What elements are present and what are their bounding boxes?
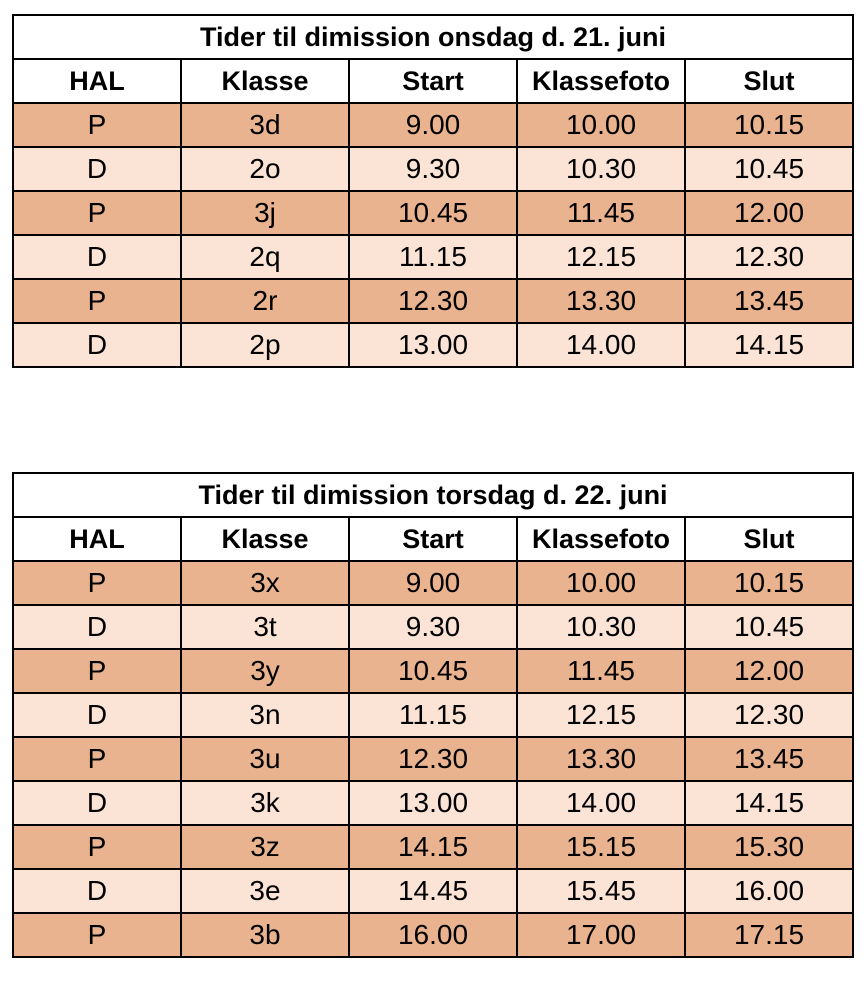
cell-klasse: 3y — [181, 649, 349, 693]
cell-klasse: 3t — [181, 605, 349, 649]
table-row — [13, 737, 853, 781]
cell-slut: 13.45 — [685, 737, 853, 781]
cell-klassefoto: 10.00 — [517, 103, 685, 147]
table-row — [13, 235, 853, 279]
cell-start: 16.00 — [349, 913, 517, 957]
cell-klassefoto: 17.00 — [517, 913, 685, 957]
table-row — [13, 781, 853, 825]
table-row — [13, 191, 853, 235]
cell-klasse: 3x — [181, 561, 349, 605]
cell-slut: 10.45 — [685, 605, 853, 649]
cell-start: 9.30 — [349, 605, 517, 649]
cell-klasse: 3k — [181, 781, 349, 825]
cell-hal: P — [13, 279, 181, 323]
cell-klassefoto: 15.45 — [517, 869, 685, 913]
column-header-slut: Slut — [685, 517, 853, 561]
cell-start: 11.15 — [349, 235, 517, 279]
cell-start: 13.00 — [349, 323, 517, 367]
cell-klasse: 3d — [181, 103, 349, 147]
cell-hal: D — [13, 147, 181, 191]
cell-slut: 15.30 — [685, 825, 853, 869]
cell-hal: P — [13, 103, 181, 147]
cell-slut: 10.15 — [685, 561, 853, 605]
table-title: Tider til dimission onsdag d. 21. juni — [13, 15, 853, 59]
cell-hal: P — [13, 191, 181, 235]
table-row — [13, 913, 853, 957]
cell-hal: P — [13, 561, 181, 605]
cell-start: 10.45 — [349, 649, 517, 693]
column-header-hal: HAL — [13, 59, 181, 103]
table-row — [13, 649, 853, 693]
cell-slut: 12.00 — [685, 191, 853, 235]
table-row — [13, 869, 853, 913]
cell-hal: P — [13, 737, 181, 781]
column-header-hal: HAL — [13, 517, 181, 561]
cell-hal: P — [13, 825, 181, 869]
cell-start: 12.30 — [349, 279, 517, 323]
cell-hal: D — [13, 235, 181, 279]
cell-klassefoto: 13.30 — [517, 279, 685, 323]
cell-klasse: 3z — [181, 825, 349, 869]
schedule-table-thursday — [12, 472, 854, 958]
cell-hal: D — [13, 605, 181, 649]
cell-start: 10.45 — [349, 191, 517, 235]
cell-klassefoto: 11.45 — [517, 649, 685, 693]
cell-klasse: 2p — [181, 323, 349, 367]
cell-start: 9.00 — [349, 561, 517, 605]
cell-klasse: 3b — [181, 913, 349, 957]
cell-hal: D — [13, 323, 181, 367]
cell-klasse: 2r — [181, 279, 349, 323]
table-row — [13, 103, 853, 147]
cell-hal: P — [13, 649, 181, 693]
column-header-klasse: Klasse — [181, 59, 349, 103]
column-header-klassefoto: Klassefoto — [517, 517, 685, 561]
table-row — [13, 825, 853, 869]
column-header-start: Start — [349, 517, 517, 561]
cell-slut: 14.15 — [685, 781, 853, 825]
table-row — [13, 147, 853, 191]
cell-slut: 17.15 — [685, 913, 853, 957]
column-header-row — [13, 517, 853, 561]
column-header-slut: Slut — [685, 59, 853, 103]
cell-klasse: 3n — [181, 693, 349, 737]
table-title: Tider til dimission torsdag d. 22. juni — [13, 473, 853, 517]
cell-slut: 12.30 — [685, 235, 853, 279]
cell-klassefoto: 15.15 — [517, 825, 685, 869]
cell-klasse: 3u — [181, 737, 349, 781]
cell-start: 14.15 — [349, 825, 517, 869]
cell-hal: D — [13, 869, 181, 913]
column-header-klasse: Klasse — [181, 517, 349, 561]
cell-slut: 13.45 — [685, 279, 853, 323]
cell-klasse: 2o — [181, 147, 349, 191]
column-header-row — [13, 59, 853, 103]
cell-klassefoto: 12.15 — [517, 235, 685, 279]
cell-start: 13.00 — [349, 781, 517, 825]
cell-klasse: 3j — [181, 191, 349, 235]
column-header-start: Start — [349, 59, 517, 103]
cell-start: 12.30 — [349, 737, 517, 781]
cell-slut: 10.45 — [685, 147, 853, 191]
cell-klassefoto: 11.45 — [517, 191, 685, 235]
cell-slut: 14.15 — [685, 323, 853, 367]
cell-slut: 16.00 — [685, 869, 853, 913]
cell-klassefoto: 10.30 — [517, 605, 685, 649]
cell-slut: 12.00 — [685, 649, 853, 693]
cell-hal: D — [13, 781, 181, 825]
cell-hal: P — [13, 913, 181, 957]
cell-klasse: 3e — [181, 869, 349, 913]
table-row — [13, 693, 853, 737]
cell-klassefoto: 14.00 — [517, 781, 685, 825]
cell-klasse: 2q — [181, 235, 349, 279]
table-row — [13, 605, 853, 649]
table-row — [13, 323, 853, 367]
cell-start: 11.15 — [349, 693, 517, 737]
cell-klassefoto: 14.00 — [517, 323, 685, 367]
schedule-table-wednesday — [12, 14, 854, 368]
cell-klassefoto: 13.30 — [517, 737, 685, 781]
table-row — [13, 279, 853, 323]
column-header-klassefoto: Klassefoto — [517, 59, 685, 103]
cell-start: 14.45 — [349, 869, 517, 913]
cell-hal: D — [13, 693, 181, 737]
cell-start: 9.00 — [349, 103, 517, 147]
cell-klassefoto: 10.30 — [517, 147, 685, 191]
cell-slut: 12.30 — [685, 693, 853, 737]
cell-klassefoto: 10.00 — [517, 561, 685, 605]
cell-start: 9.30 — [349, 147, 517, 191]
table-row — [13, 561, 853, 605]
cell-slut: 10.15 — [685, 103, 853, 147]
cell-klassefoto: 12.15 — [517, 693, 685, 737]
